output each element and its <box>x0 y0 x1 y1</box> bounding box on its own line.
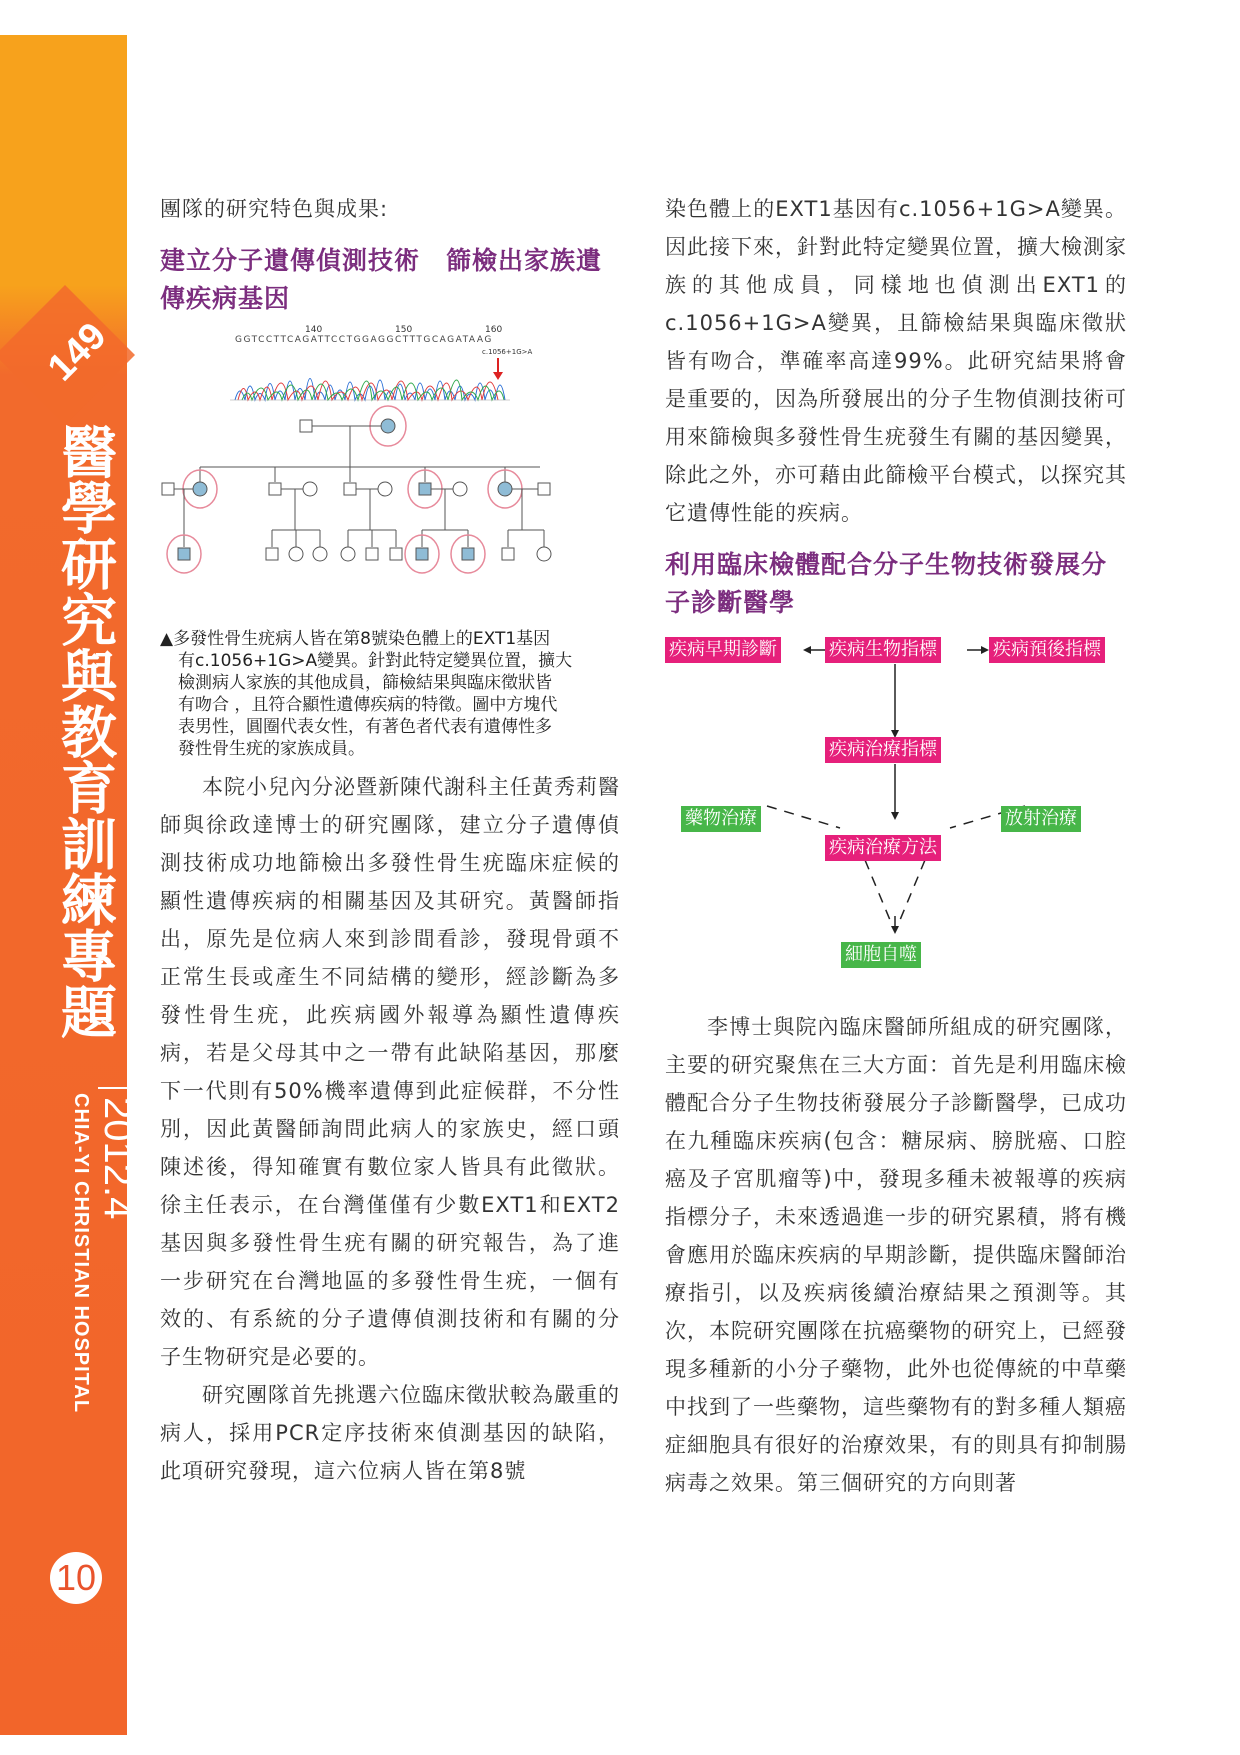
pedigree-figure <box>160 322 620 622</box>
pedigree-male <box>502 548 514 560</box>
pedigree-male <box>300 420 312 432</box>
caption-line: 表男性，圓圈代表女性，有著色者代表有遺傳性多 <box>178 717 552 737</box>
flow-node-drug-therapy: 藥物治療 <box>681 806 761 832</box>
right-paragraph-1: 染色體上的EXT1基因有c.1056+1G>A變異。因此接下來，針對此特定變異位置，擴大檢測家族的其他成員，同樣地也偵測出EXT1的c.1056+1G>A變異，且篩檢結果與臨床徵狀皆有吻合，準確率高達99%。此研究結果將會是重要的，因為所發展出的分子生物偵測技術可用來篩檢與多發性骨生疣發生有關的基因變異，除此之外，亦可藉由此篩檢平台模式，以探究其它遺傳性能的疾病。 <box>665 197 1127 525</box>
flow-node-early-diagnosis: 疾病早期診斷 <box>665 637 781 663</box>
pedigree-female-affected <box>381 419 395 433</box>
figure-caption <box>160 628 620 760</box>
flow-node-treatment-method: 疾病治療方法 <box>825 835 941 861</box>
flow-node-biomarker: 疾病生物指標 <box>825 637 941 663</box>
sidebar-band <box>0 35 140 1735</box>
pedigree-female <box>341 547 355 561</box>
section-heading-genetics: 建立分子遺傳偵測技術 篩檢出家族遺傳疾病基因 <box>160 246 603 313</box>
pedigree-male-affected <box>416 548 428 560</box>
flow-node-radiation-therapy: 放射治療 <box>1001 806 1081 832</box>
left-paragraph-1: 本院小兒內分泌暨新陳代謝科主任黃秀莉醫師與徐政達博士的研究團隊，建立分子遺傳偵測技術成功地篩檢出多發性骨生疣臨床症候的顯性遺傳疾病的相關基因及其研究。黃醫師指出，原先是位病人來到診間看診，發現骨頭不正常生長或產生不同結構的變形，經診斷為多發性骨生疣，此疾病國外報導為顯性遺傳疾病，若是父母其中之一帶有此缺陷基因，那麼下一代則有50%機率遺傳到此症候群，不分性別，因此黃醫師詢問此病人的家族史，經口頭陳述後，得知確實有數位家人皆具有此徵狀。徐主任表示，在台灣僅僅有少數EXT1和EXT2基因與多發性骨生疣有關的研究報告，為了進一步研究在台灣地區的多發性骨生疣，一個有效的、有系統的分子遺傳偵測技術和有關的分子生物研究是必要的。 <box>160 775 620 1369</box>
pedigree-male <box>538 483 550 495</box>
pedigree-female <box>378 482 392 496</box>
pedigree-female <box>303 482 317 496</box>
issue-number: 149 <box>40 314 115 390</box>
pedigree-female <box>313 547 327 561</box>
caption-line: 有c.1056+1G>A變異。針對此特定變異位置，擴大 <box>178 651 573 671</box>
pedigree-female <box>537 547 551 561</box>
pedigree-male-affected <box>462 548 474 560</box>
seq-tick: 150 <box>395 325 413 335</box>
intro-text: 團隊的研究特色與成果: <box>160 197 389 221</box>
left-column <box>160 190 620 1490</box>
pedigree-male <box>344 483 356 495</box>
seq-tick: 140 <box>305 325 323 335</box>
flow-node-autophagy: 細胞自噬 <box>841 942 921 968</box>
flow-node-treatment-marker: 疾病治療指標 <box>825 737 941 763</box>
pedigree-female <box>453 482 467 496</box>
pedigree-male <box>162 483 174 495</box>
pedigree-male <box>366 548 378 560</box>
pedigree-male-affected <box>419 483 431 495</box>
pedigree-male <box>390 548 402 560</box>
caption-line: 有吻合 ，且符合顯性遺傳疾病的特徵。圖中方塊代 <box>178 695 558 715</box>
section-heading-diagnostics: 利用臨床檢體配合分子生物技術發展分子診斷醫學 <box>665 550 1108 617</box>
caption-line: 發性骨生疣的家族成員。 <box>178 739 365 759</box>
page-number: 10 <box>50 1552 102 1604</box>
pedigree-male <box>269 483 281 495</box>
pedigree-male <box>266 548 278 560</box>
sequence-letters: GGTCCTTCAGATTCCTGGAGGCTTTGCAGATAAG <box>235 335 493 345</box>
pedigree-female-affected <box>193 482 207 496</box>
pedigree-female-affected <box>498 482 512 496</box>
flow-diagram <box>665 628 1127 1008</box>
hospital-name: CHIA-YI CHRISTIAN HOSPITAL <box>70 1093 92 1414</box>
pedigree-female <box>289 547 303 561</box>
right-paragraph-2: 李博士與院內臨床醫師所組成的研究團隊，主要的研究聚焦在三大方面：首先是利用臨床檢體配合分子生物技術發展分子診斷醫學，已成功在九種臨床疾病(包含：糖尿病、膀胱癌、口腔癌及子宮肌瘤等)中，發現多種未被報導的疾病指標分子，未來透過進一步的研究累積，將有機會應用於臨床疾病的早期診斷，提供臨床醫師治療指引，以及疾病後續治療結果之預測等。其次，本院研究團隊在抗癌藥物的研究上，已經發現多種新的小分子藥物，此外也從傳統的中草藥中找到了一些藥物，這些藥物有的對多種人類癌症細胞具有很好的治療效果，有的則具有抑制腸病毒之效果。第三個研究的方向則著 <box>665 1015 1127 1495</box>
pedigree-male-affected <box>178 548 190 560</box>
mutation-label: c.1056+1G>A <box>482 348 533 356</box>
caption-line: 檢測病人家族的其他成員，篩檢結果與臨床徵狀皆 <box>178 673 552 693</box>
issue-date: 2012.4 <box>98 1087 138 1219</box>
section-title: 醫學研究與教育訓練專題 <box>52 423 117 1039</box>
flow-node-prognosis: 疾病預後指標 <box>989 637 1105 663</box>
caption-line: ▲多發性骨生疣病人皆在第8號染色體上的EXT1基因 <box>160 629 551 649</box>
right-column <box>665 190 1127 1502</box>
left-paragraph-2: 研究團隊首先挑選六位臨床徵狀較為嚴重的病人，採用PCR定序技術來偵測基因的缺陷，此項研究發現，這六位病人皆在第8號 <box>160 1383 620 1483</box>
seq-tick: 160 <box>485 325 503 335</box>
mutation-arrowhead <box>493 372 503 380</box>
